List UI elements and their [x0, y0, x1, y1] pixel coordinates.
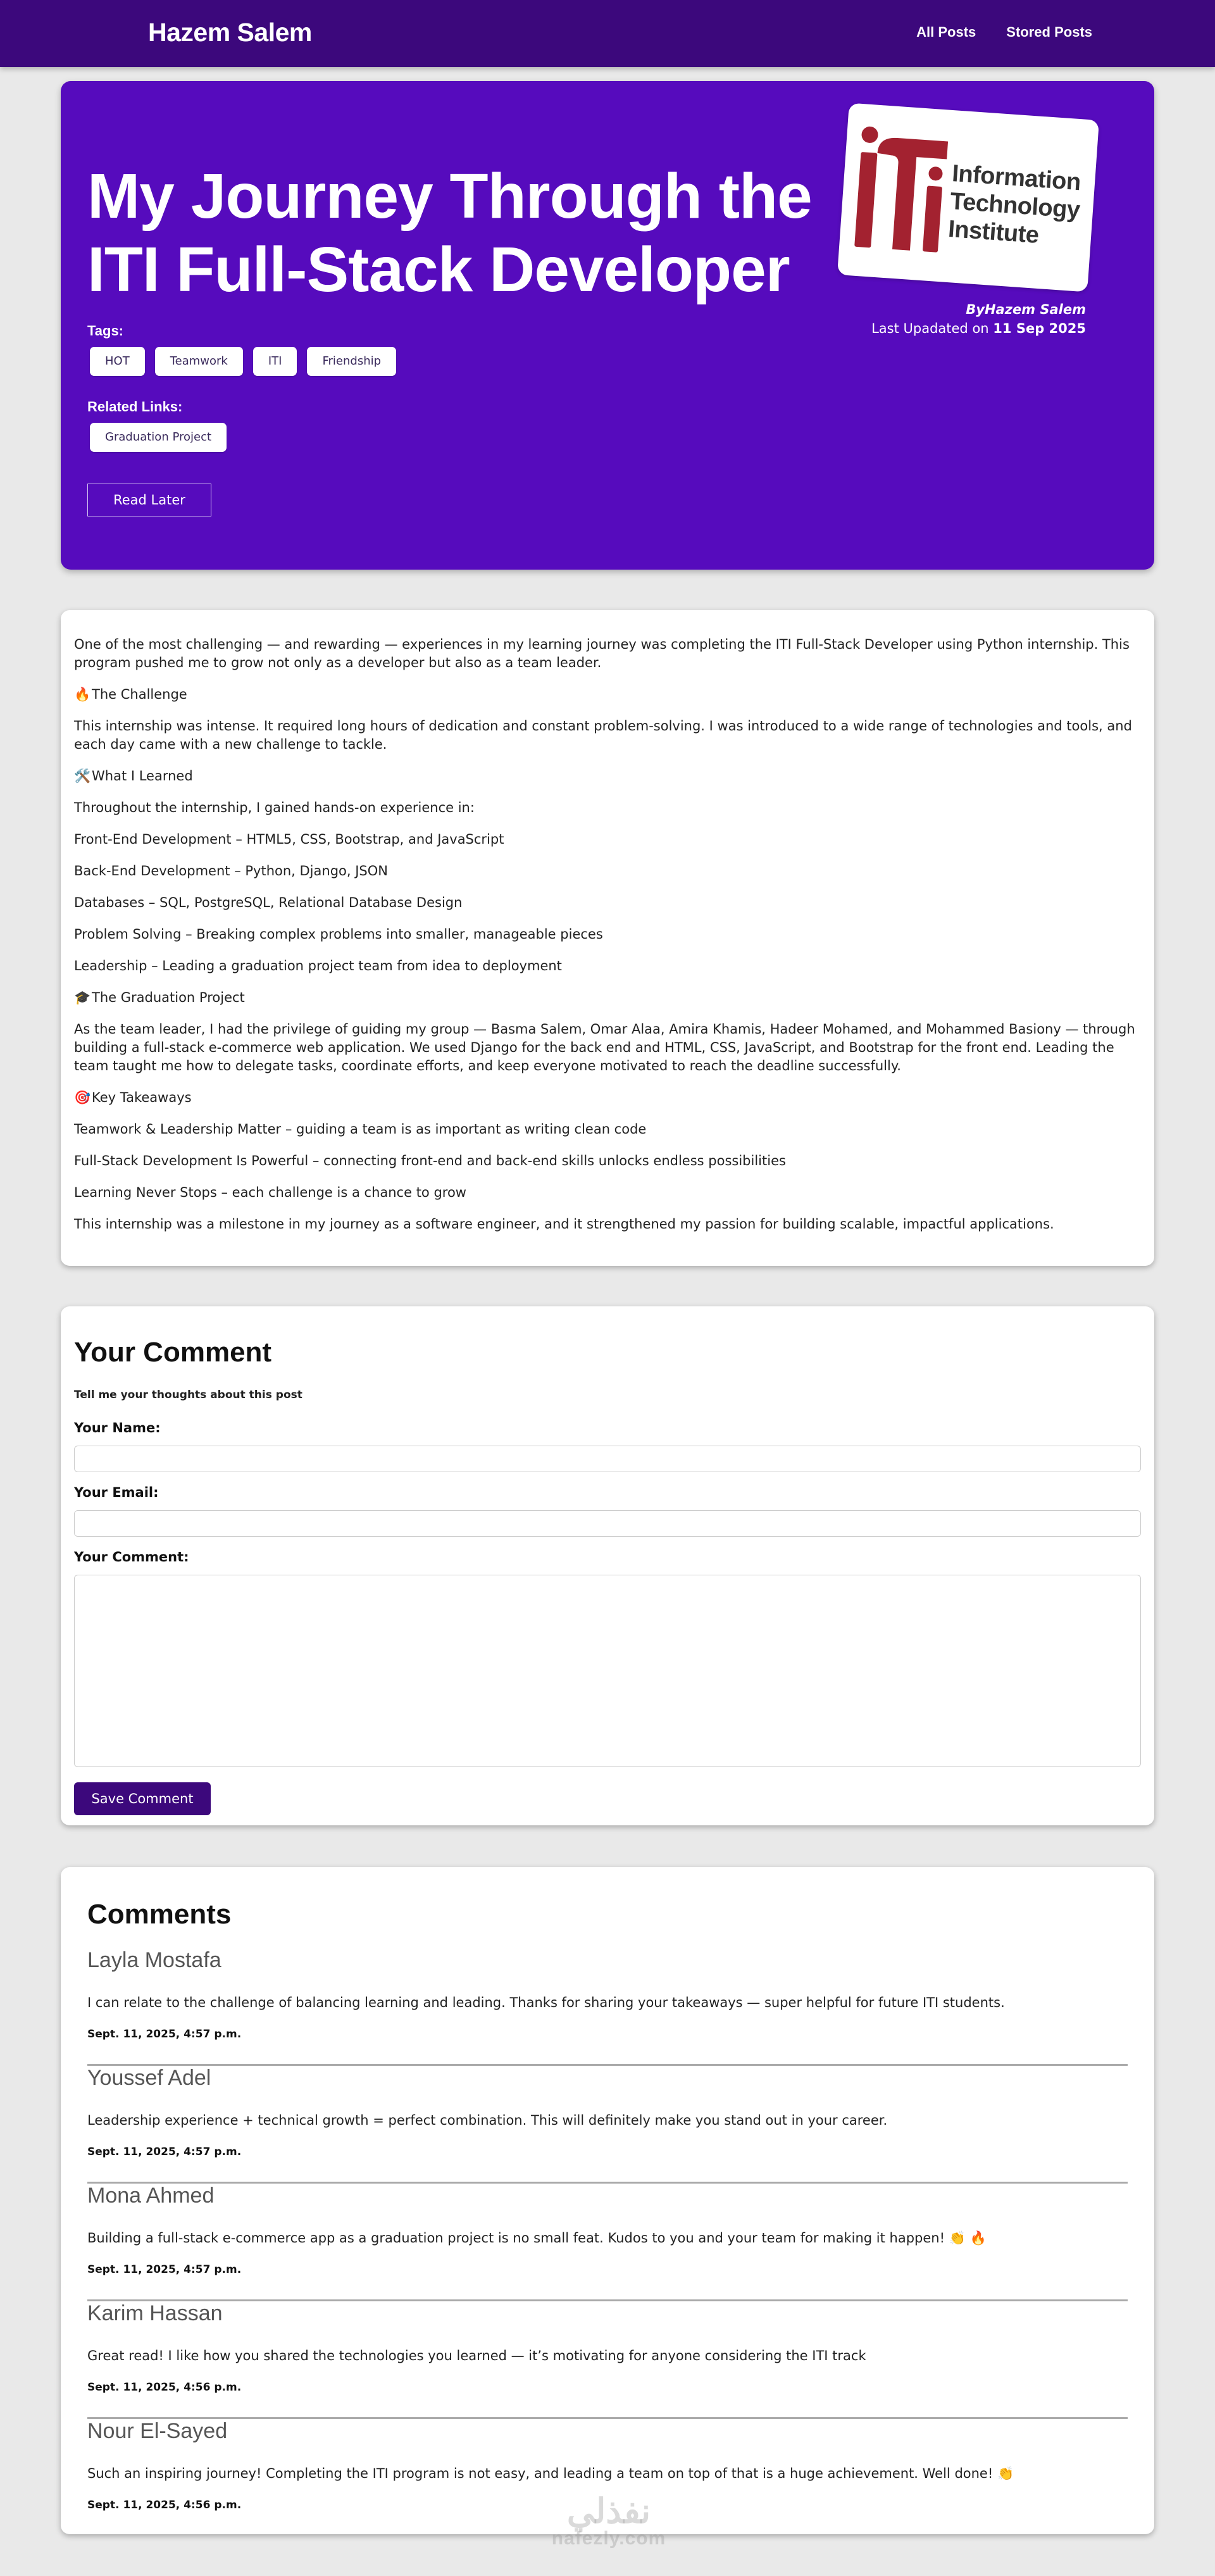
paragraph-text: As the team leader, I had the privilege of guiding my group — Basma Salem, Omar Alaa, Amira Khamis, Hadeer Mohamed, and Mohammed Basiony — through building a full-stack e-commerce web application. We used Django for the back end and HTML, CSS, JavaScript, and Bootstrap for the front end. Leading the team taught me how to delegate tasks, coordinate efforts, and keep everyone motivated to reach the deadline successfully.: [74, 1022, 1135, 1073]
tag-hot[interactable]: HOT: [90, 347, 145, 376]
comment-form-card: [61, 1306, 1154, 1825]
paragraph-text: One of the most challenging — and rewarding — experiences in my learning journey was completing the ITI Full-Stack Developer using Python internship. This program pushed me to grow not only as a developer but also as a team leader.: [74, 637, 1130, 670]
comment-date: Sept. 11, 2025, 4:56 p.m.: [87, 2381, 242, 2394]
author-line: ByHazem Salem: [966, 302, 1086, 317]
paragraph-text: Problem Solving – Breaking complex problems into smaller, manageable pieces: [74, 927, 603, 942]
section-emoji-icon: 🔥: [74, 687, 91, 702]
name-input[interactable]: [74, 1446, 1141, 1472]
content-paragraph: [74, 830, 1143, 849]
comment-text: I can relate to the challenge of balancing learning and leading. Thanks for sharing your takeaways — super helpful for future ITI students.: [87, 1995, 1005, 2010]
logo-text: Information Technology Institute: [947, 160, 1082, 249]
content-paragraph: [74, 1120, 1143, 1139]
comment-date: Sept. 11, 2025, 4:56 p.m.: [87, 2499, 242, 2511]
paragraph-text: This internship was a milestone in my journey as a software engineer, and it strengthened my passion for building scalable, impactful applications.: [74, 1216, 1054, 1232]
tag-list: [90, 347, 396, 376]
post-content-card: [61, 610, 1154, 1266]
section-emoji-icon: 🎓: [74, 990, 91, 1005]
content-paragraph: [74, 894, 1143, 912]
tags-label: Tags:: [87, 323, 124, 339]
post-title: My Journey Through the ITI Full-Stack Developer: [87, 161, 812, 305]
name-label: Your Name:: [74, 1420, 161, 1435]
iti-logo: [837, 103, 1099, 292]
nav-all-posts[interactable]: All Posts: [916, 24, 976, 40]
comment-date: Sept. 11, 2025, 4:57 p.m.: [87, 2263, 242, 2276]
post-byline: [871, 300, 1086, 338]
content-paragraph: [74, 635, 1143, 672]
nav-stored-posts[interactable]: Stored Posts: [1006, 24, 1092, 40]
paragraph-text: The Graduation Project: [92, 990, 245, 1005]
paragraph-text: This internship was intense. It required long hours of dedication and constant problem-solving. I was introduced to a wide range of technologies and tools, and each day came with a new challenge to tackle.: [74, 718, 1132, 752]
content-paragraph: [74, 862, 1143, 880]
email-label: Your Email:: [74, 1485, 159, 1500]
comment-form-title: Your Comment: [74, 1337, 272, 1368]
comment-text: Great read! I like how you shared the technologies you learned — it’s motivating for anyone considering the ITI track: [87, 2348, 866, 2363]
comment-textarea[interactable]: [74, 1575, 1141, 1767]
content-paragraph: [74, 1089, 1143, 1107]
content-paragraph: [74, 957, 1143, 975]
post-content: [74, 635, 1143, 1247]
paragraph-text: Leadership – Leading a graduation project team from idea to deployment: [74, 958, 562, 973]
paragraph-text: Databases – SQL, PostgreSQL, Relational Database Design: [74, 895, 463, 910]
content-paragraph: [74, 1215, 1143, 1234]
comment-text: Building a full-stack e-commerce app as a graduation project is no small feat. Kudos to you and your team for making it happen! 👏 🔥: [87, 2230, 987, 2246]
content-paragraph: [74, 1152, 1143, 1170]
comment-author: Layla Mostafa: [87, 1948, 221, 1972]
section-emoji-icon: 🛠️: [74, 768, 91, 784]
content-paragraph: [74, 685, 1143, 704]
paragraph-text: Throughout the internship, I gained hands-on experience in:: [74, 800, 475, 815]
section-emoji-icon: 🎯: [74, 1090, 91, 1105]
updated-line: Last Upadated on 11 Sep 2025: [871, 321, 1086, 336]
save-comment-button[interactable]: Save Comment: [74, 1782, 211, 1815]
comment-text: Such an inspiring journey! Completing the ITI program is not easy, and leading a team on top of that is a huge achievement. Well done! 👏: [87, 2466, 1014, 2481]
tag-friendship[interactable]: Friendship: [307, 347, 396, 376]
content-paragraph: [74, 767, 1143, 785]
comment-item: [87, 2301, 1128, 2419]
tag-iti[interactable]: ITI: [253, 347, 297, 376]
brand-name[interactable]: Hazem Salem: [148, 18, 312, 47]
paragraph-text: Back-End Development – Python, Django, JSON: [74, 863, 388, 878]
paragraph-text: The Challenge: [92, 687, 187, 702]
content-paragraph: [74, 1020, 1143, 1075]
updated-date: 11 Sep 2025: [993, 321, 1086, 336]
paragraph-text: Learning Never Stops – each challenge is a chance to grow: [74, 1185, 466, 1200]
watermark-latin: nafezly.com: [551, 2528, 666, 2549]
comment-author: Nour El-Sayed: [87, 2419, 228, 2443]
related-links-list: [90, 423, 227, 452]
post-hero: [61, 81, 1154, 570]
content-paragraph: [74, 925, 1143, 944]
paragraph-text: Front-End Development – HTML5, CSS, Bootstrap, and JavaScript: [74, 832, 504, 847]
author-name: Hazem Salem: [984, 302, 1086, 317]
related-links-label: Related Links:: [87, 399, 183, 415]
comment-author: Mona Ahmed: [87, 2184, 215, 2208]
comment-author: Youssef Adel: [87, 2066, 211, 2090]
content-paragraph: [74, 989, 1143, 1007]
read-later-button[interactable]: Read Later: [87, 484, 211, 516]
paragraph-text: Key Takeaways: [92, 1090, 192, 1105]
email-input[interactable]: [74, 1510, 1141, 1537]
comment-item: [87, 1948, 1128, 2066]
comment-date: Sept. 11, 2025, 4:57 p.m.: [87, 2028, 242, 2041]
paragraph-text: What I Learned: [92, 768, 193, 784]
comments-title: Comments: [87, 1899, 232, 1930]
comment-label: Your Comment:: [74, 1549, 189, 1565]
comment-item: [87, 2066, 1128, 2184]
nav-links: [916, 24, 1092, 41]
content-paragraph: [74, 717, 1143, 754]
watermark: [539, 2494, 678, 2548]
comment-item: [87, 2184, 1128, 2301]
content-paragraph: [74, 1184, 1143, 1202]
comment-date: Sept. 11, 2025, 4:57 p.m.: [87, 2146, 242, 2158]
watermark-arabic: نفذلي: [566, 2492, 651, 2530]
content-paragraph: [74, 799, 1143, 817]
related-link-graduation-project[interactable]: Graduation Project: [90, 423, 227, 452]
comments-card: [61, 1867, 1154, 2534]
iti-logo-mark-icon: [845, 116, 956, 268]
comment-text: Leadership experience + technical growth = perfect combination. This will definitely make you stand out in your career.: [87, 2113, 888, 2128]
paragraph-text: Teamwork & Leadership Matter – guiding a team is as important as writing clean code: [74, 1122, 647, 1137]
paragraph-text: Full-Stack Development Is Powerful – connecting front-end and back-end skills unlocks endless possibilities: [74, 1153, 786, 1168]
comment-author: Karim Hassan: [87, 2301, 223, 2325]
navbar: [0, 0, 1215, 67]
comment-form-subtitle: Tell me your thoughts about this post: [74, 1389, 302, 1401]
tag-teamwork[interactable]: Teamwork: [155, 347, 243, 376]
